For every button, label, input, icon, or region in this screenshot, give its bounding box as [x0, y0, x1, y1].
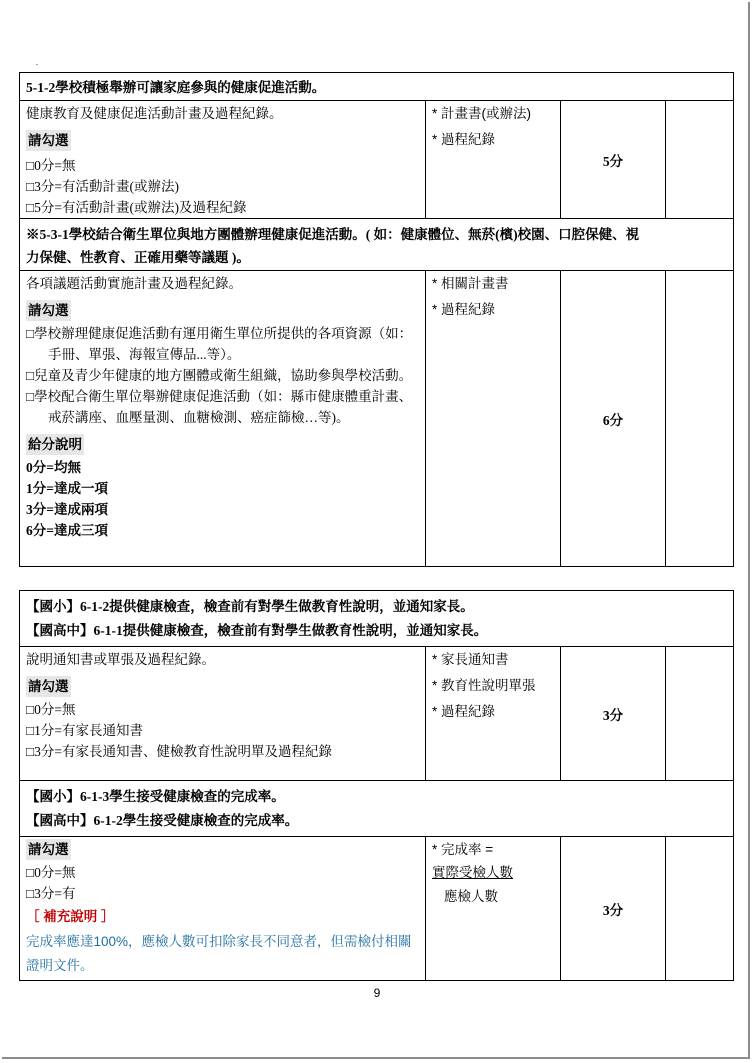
section3-evidence [426, 647, 561, 781]
section4-header [20, 781, 734, 837]
section1-desc: 健康教育及健康促進活動計畫及過程紀錄。 [26, 106, 283, 121]
section4-evidence-denominator: 應檢人數 [444, 889, 498, 904]
section2-scoring-item: 1分=達成一項 [26, 481, 108, 496]
section2-scoring-item: 0分=均無 [26, 460, 81, 475]
section2-scoring-item: 3分=達成兩項 [26, 502, 108, 517]
section4-empty-cell [666, 837, 734, 981]
section1-option: □0分=無 [26, 158, 76, 173]
section2-scoring-title: 給分說明 [26, 434, 84, 455]
section1-check-title: 請勾選 [26, 130, 71, 151]
section2-scoring-item: 6分=達成三項 [26, 523, 108, 538]
section4-evidence-numerator: 實際受檢人數 [432, 865, 513, 880]
section1-score: 5分 [561, 101, 666, 219]
section3-evidence-item: * 教育性說明單張 [432, 678, 536, 693]
section2-option: □學校辦理健康促進活動有運用衛生單位所提供的各項資源（如：手冊、單張、海報宣傳品...等）。 [26, 326, 413, 362]
section3-content [20, 647, 426, 781]
section3-option: □0分=無 [26, 702, 76, 717]
section3-score: 3分 [561, 647, 666, 781]
section2-header-line: 力保健、性教育、正確用藥等議題 )。 [26, 250, 250, 265]
page-number: 9 [373, 986, 381, 1000]
section4-evidence-title: * 完成率 = [432, 842, 494, 857]
page-dot: . [36, 58, 38, 67]
section1-header: 5-1-2學校積極舉辦可讓家庭參與的健康促進活動。 [20, 73, 734, 101]
section2-check-title: 請勾選 [26, 300, 71, 321]
section3-header-line: 【國小】6-1-2提供健康檢查，檢查前有對學生做教育性說明，並通知家長。 [26, 599, 474, 614]
section4-score: 3分 [561, 837, 666, 981]
section3-option: □3分=有家長通知書、健檢教育性說明單及過程紀錄 [26, 744, 333, 759]
section3-empty-cell [666, 647, 734, 781]
section4-header-line: 【國高中】6-1-2學生接受健康檢查的完成率。 [26, 813, 299, 828]
section2-evidence [426, 271, 561, 567]
indicator-table-1 [19, 72, 734, 567]
section1-option: □5分=有活動計畫(或辦法)及過程紀錄 [26, 200, 247, 215]
section4-check-title: 請勾選 [26, 839, 71, 860]
section4-supplement-text: 完成率應達100%，應檢人數可扣除家長不同意者，但需檢付相關證明文件。 [26, 934, 412, 973]
section1-option: □3分=有活動計畫(或辦法) [26, 179, 180, 194]
section2-evidence-item: * 相關計畫書 [432, 276, 509, 291]
section4-option: □0分=無 [26, 865, 76, 880]
section2-evidence-item: * 過程紀錄 [432, 302, 496, 317]
section3-option: □1分=有家長通知書 [26, 723, 144, 738]
section1-empty-cell [666, 101, 734, 219]
section3-desc: 說明通知書或單張及過程紀錄。 [26, 652, 215, 667]
section4-option: □3分=有 [26, 886, 76, 901]
section4-supplement-title: ［ 補充說明 ］ [26, 909, 115, 924]
section2-option: □兒童及青少年健康的地方團體或衛生組織，協助參與學校活動。 [26, 368, 413, 383]
section2-score: 6分 [561, 271, 666, 567]
section4-content [20, 837, 426, 981]
section2-desc: 各項議題活動實施計畫及過程紀錄。 [26, 276, 242, 291]
section1-evidence [426, 101, 561, 219]
section1-evidence-item: * 過程紀錄 [432, 132, 496, 147]
section4-evidence [426, 837, 561, 981]
section1-content [20, 101, 426, 219]
section3-evidence-item: * 家長通知書 [432, 652, 509, 667]
section3-header [20, 591, 734, 647]
section2-option: □學校配合衛生單位舉辦健康促進活動（如：縣市健康體重計畫、戒菸講座、血壓量測、血糖檢測、癌症篩檢…等)。 [26, 389, 413, 425]
indicator-table-2 [19, 590, 734, 981]
section3-check-title: 請勾選 [26, 676, 71, 697]
section4-header-line: 【國小】6-1-3學生接受健康檢查的完成率。 [26, 789, 285, 804]
section3-evidence-item: * 過程紀錄 [432, 704, 496, 719]
section2-header-line: ※5-3-1學校結合衛生單位與地方團體辦理健康促進活動。( 如：健康體位、無菸(檳)校園、口腔保健、視 [26, 227, 640, 242]
section2-content [20, 271, 426, 567]
section2-empty-cell [666, 271, 734, 567]
section1-evidence-item: * 計畫書(或辦法) [432, 106, 531, 121]
section2-header [20, 219, 734, 271]
section3-header-line: 【國高中】6-1-1提供健康檢查，檢查前有對學生做教育性說明，並通知家長。 [26, 623, 488, 638]
